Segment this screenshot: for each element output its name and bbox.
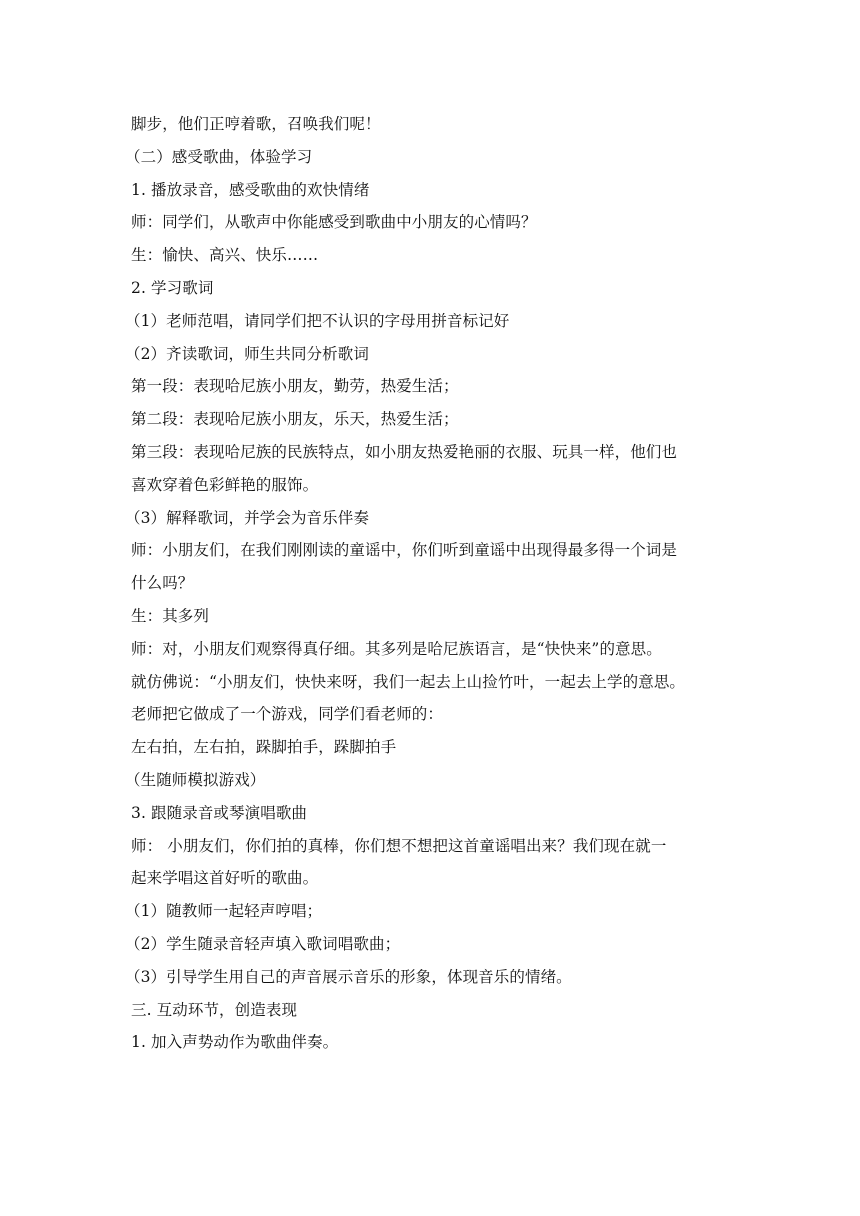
text-line: 师：小朋友们，在我们刚刚读的童谣中，你们听到童谣中出现得最多得一个词是 — [131, 541, 678, 560]
text-line: 第三段：表现哈尼族的民族特点，如小朋友热爱艳丽的衣服、玩具一样，他们也 — [131, 442, 678, 461]
text-line: 喜欢穿着色彩鲜艳的服饰。 — [131, 475, 319, 494]
sub-step: （2）齐读歌词，师生共同分析歌词 — [125, 344, 369, 363]
step-heading: 2. 学习歌词 — [131, 278, 214, 297]
text-line: 生：愉快、高兴、快乐…… — [131, 246, 319, 265]
sub-step: （3）解释歌词，并学会为音乐伴奏 — [125, 508, 369, 527]
text-line: 生：其多列 — [131, 606, 210, 625]
text-line: 什么吗？ — [131, 574, 194, 593]
sub-step: （1）随教师一起轻声哼唱； — [125, 902, 323, 921]
text-line: 师： 小朋友们，你们拍的真棒，你们想不想把这首童谣唱出来？我们现在就一 — [131, 836, 667, 855]
text-line: 师：同学们，从歌声中你能感受到歌曲中小朋友的心情吗？ — [131, 213, 537, 232]
text-line: 脚步，他们正哼着歌，召唤我们呢！ — [131, 115, 381, 133]
section-heading: （二）感受歌曲，体验学习 — [125, 147, 313, 166]
sub-step: （3）引导学生用自己的声音展示音乐的形象，体现音乐的情绪。 — [125, 967, 572, 986]
text-line: （生随师模拟游戏） — [125, 770, 266, 789]
text-line: 左右拍，左右拍，跺脚拍手，跺脚拍手 — [131, 738, 397, 757]
document-body — [125, 108, 741, 1059]
step-heading: 1. 播放录音，感受歌曲的欢快情绪 — [131, 180, 370, 199]
text-line: 第二段：表现哈尼族小朋友，乐天，热爱生活； — [131, 410, 459, 429]
text-line: 就仿佛说：“小朋友们，快快来呀，我们一起去上山捡竹叶，一起去上学的意思。 — [131, 672, 686, 691]
step-heading: 1. 加入声势动作为歌曲伴奏。 — [131, 1033, 339, 1052]
text-line: 第一段：表现哈尼族小朋友，勤劳，热爱生活； — [131, 377, 459, 396]
text-line: 师：对，小朋友们观察得真仔细。其多列是哈尼族语言，是“快快来”的意思。 — [131, 639, 662, 658]
text-line: 起来学唱这首好听的歌曲。 — [131, 869, 319, 888]
text-line: 老师把它做成了一个游戏，同学们看老师的： — [131, 705, 444, 724]
sub-step: （2）学生随录音轻声填入歌词唱歌曲； — [125, 934, 401, 953]
step-heading: 3. 跟随录音或琴演唱歌曲 — [131, 803, 308, 822]
section-heading: 三. 互动环节，创造表现 — [131, 1000, 298, 1019]
sub-step: （1）老师范唱，请同学们把不认识的字母用拼音标记好 — [125, 311, 510, 330]
